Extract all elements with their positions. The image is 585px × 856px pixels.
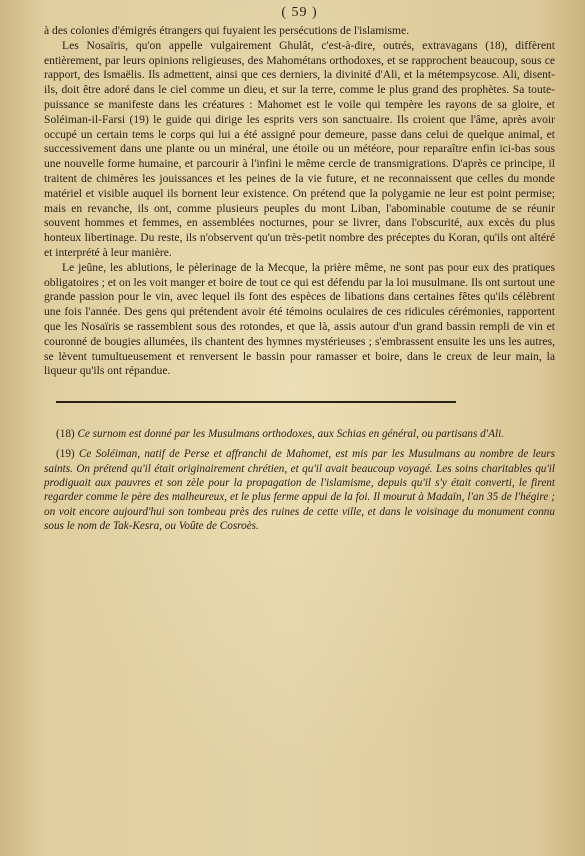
- footnote-18-text: Ce surnom est donné par les Musulmans orthodoxes, aux Schias en général, ou partisans d'Ali.: [77, 428, 504, 441]
- paragraph-practices: Le jeûne, les ablutions, le pèlerinage de la Mecque, la prière même, ne sont pas pour eux des pratiques obligatoires ; et on les voit manger et boire de tout ce qui est défendu par la loi musulmane. Ils ont surtout une grande passion pour le vin, avec lequel ils font des espèces de libations dans certaines fêtes qu'ils célèbrent une fois l'année. Des gens qui prétendent avoir été témoins oculaires de ces ridicules cérémonies, rapportent que les Nosaïris se rassemblent sous des rotondes, et que là, assis autour d'un grand bassin rempli de vin et couronné de bougies allumées, ils chantent des hymnes mystérieuses ; s'embrassent ensuite les uns les autres, se lèvent tumultueusement et renversent le bassin pour ramasser et boire, dans le creux de leur main, la liqueur qu'ils ont répandue.: [44, 260, 555, 378]
- footnotes: [44, 427, 555, 533]
- footnote-18: [44, 427, 555, 441]
- main-text: [44, 24, 555, 379]
- footnote-19-text: Ce Soléiman, natif de Perse et affranchi de Mahomet, est mis par les Musulmans au nombre de leurs saints. On prétend qu'il était originairement chrétien, et qu'il avait beaucoup voyagé. Les soins charitables qu'il prodiguait aux pauvres et son zèle pour la propagation de l'islamisme, depuis qu'il s'y était converti, le firent regarder comme le père des malheureux, et le plus ferme appui de la foi. Il mourut à Madaïn, l'an 35 de l'hégire ; on voit encore aujourd'hui son tombeau près des ruines de cette ville, et dans le voisinage du monument connu sous le nom de Tak-Kesra, ou Voûte de Cosroès.: [44, 448, 556, 532]
- page-number: ( 59 ): [281, 5, 318, 20]
- footnote-18-mark: (18): [56, 428, 75, 441]
- footnote-19: [44, 447, 555, 533]
- footnote-19-mark: (19): [56, 448, 75, 461]
- paragraph-nosairis: Les Nosaïris, qu'on appelle vulgairement Ghulât, c'est-à-dire, outrés, extravagans (18), diffèrent entièrement, par leurs opinions religieuses, des Mahométans orthodoxes, et se rapprochent beaucoup, sous ce rapport, des Ismaëlis. Ils admettent, ainsi que ces derniers, la divinité d'Ali, et la métempsycose. Ali, disent-ils, doit être adoré dans le ciel comme un dieu, et sur la terre, comme le plus grand des prophètes. Sa toute-puissance se manifeste dans les créatures : Mahomet est le voile qui tempère les rayons de sa gloire, et Soléiman-il-Farsi (19) le guide qui dirige les esprits vers son sanctuaire. Ils croient que l'âme, après avoir occupé un certain tems le corps qui lui a été assigné pour demeure, passe dans celui de quelque animal, et successivement dans une plante ou un minéral, une étoile ou un météore, pour reparaître enfin ici-bas sous une nouvelle forme humaine, et parcourir à l'infini le même cercle de transmigrations. D'après ce principe, il traitent de chimères les jouissances et les peines de la vie future, et ne reconnaissent que celles du monde matériel et visible auquel ils bornent leur existence. On prétend que la polygamie ne leur est point permise; mais en revanche, ils ont, comme plusieurs peuples du mont Liban, l'abominable coutume de se réunir souvent hommes et femmes, en assemblées nocturnes, pour se livrer, dans l'obscurité, aux excès du plus honteux libertinage. Du reste, ils n'observent qu'un très-petit nombre des préceptes du Koran, qu'ils ont altéré et interprété à leur manière.: [44, 38, 555, 259]
- footnote-separator-rule: [56, 401, 456, 403]
- paragraph-continuation: à des colonies d'émigrés étrangers qui fuyaient les persécutions de l'islamisme.: [44, 24, 410, 37]
